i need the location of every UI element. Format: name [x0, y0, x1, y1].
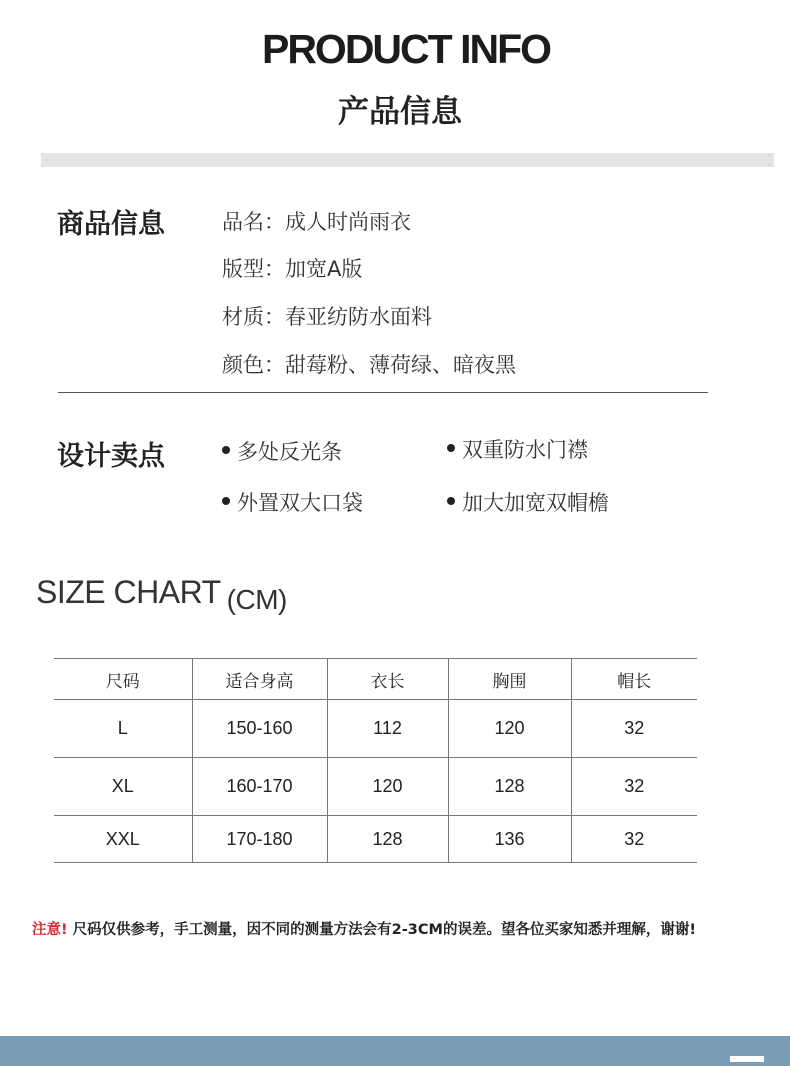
- feature-text: 双重防水门襟: [462, 438, 588, 462]
- page-title-en: PRODUCT INFO: [261, 26, 551, 72]
- note-warning: 注意!: [32, 922, 68, 938]
- feature-text: 外置双大口袋: [237, 491, 363, 515]
- cell-size: XXL: [54, 816, 192, 863]
- table-row: [54, 816, 697, 863]
- cell-chest: 128: [448, 758, 571, 816]
- header-chest: 胸围: [448, 659, 571, 700]
- feature-item: [447, 487, 609, 517]
- cell-size: XL: [54, 758, 192, 816]
- size-chart-heading: [36, 574, 287, 615]
- cell-height: 160-170: [192, 758, 327, 816]
- cell-length: 128: [327, 816, 448, 863]
- cell-hood: 32: [571, 700, 697, 758]
- header-hood: 帽长: [571, 659, 697, 700]
- page-title-cn: 产品信息: [338, 94, 462, 130]
- size-chart-unit: (CM): [226, 584, 287, 615]
- design-features-label: 设计卖点: [57, 441, 165, 472]
- table-row: [54, 758, 697, 816]
- header-length: 衣长: [327, 659, 448, 700]
- size-table: [54, 658, 697, 863]
- cell-height: 150-160: [192, 700, 327, 758]
- footer-bar: [0, 1036, 790, 1066]
- cell-length: 112: [327, 700, 448, 758]
- cell-height: 170-180: [192, 816, 327, 863]
- cell-length: 120: [327, 758, 448, 816]
- measurement-note: [32, 918, 696, 939]
- section-rule: [58, 392, 708, 393]
- feature-text: 加大加宽双帽檐: [462, 491, 609, 515]
- bullet-icon: [447, 497, 455, 505]
- cell-hood: 32: [571, 758, 697, 816]
- product-material-row: 材质：春亚纺防水面料: [222, 305, 432, 329]
- section-divider-bar: [41, 153, 774, 167]
- product-info-label: 商品信息: [57, 209, 165, 240]
- table-header-row: [54, 659, 697, 700]
- feature-item: [447, 434, 588, 464]
- product-color-row: 颜色：甜莓粉、薄荷绿、暗夜黑: [222, 353, 516, 377]
- product-fit-row: 版型：加宽A版: [222, 257, 363, 281]
- feature-item: [222, 436, 342, 466]
- feature-text: 多处反光条: [237, 440, 342, 464]
- bullet-icon: [222, 446, 230, 454]
- header-height: 适合身高: [192, 659, 327, 700]
- product-name-row: 品名：成人时尚雨衣: [222, 210, 411, 234]
- bullet-icon: [447, 444, 455, 452]
- cell-hood: 32: [571, 816, 697, 863]
- cell-chest: 120: [448, 700, 571, 758]
- header-size: 尺码: [54, 659, 192, 700]
- table-row: [54, 700, 697, 758]
- size-chart-title: SIZE CHART: [36, 574, 221, 610]
- note-text: 尺码仅供参考，手工测量，因不同的测量方法会有2-3CM的误差。望各位买家知悉并理解，谢谢!: [67, 922, 697, 938]
- bullet-icon: [222, 497, 230, 505]
- cell-size: L: [54, 700, 192, 758]
- cell-chest: 136: [448, 816, 571, 863]
- footer-mark: [730, 1056, 764, 1062]
- feature-item: [222, 487, 363, 517]
